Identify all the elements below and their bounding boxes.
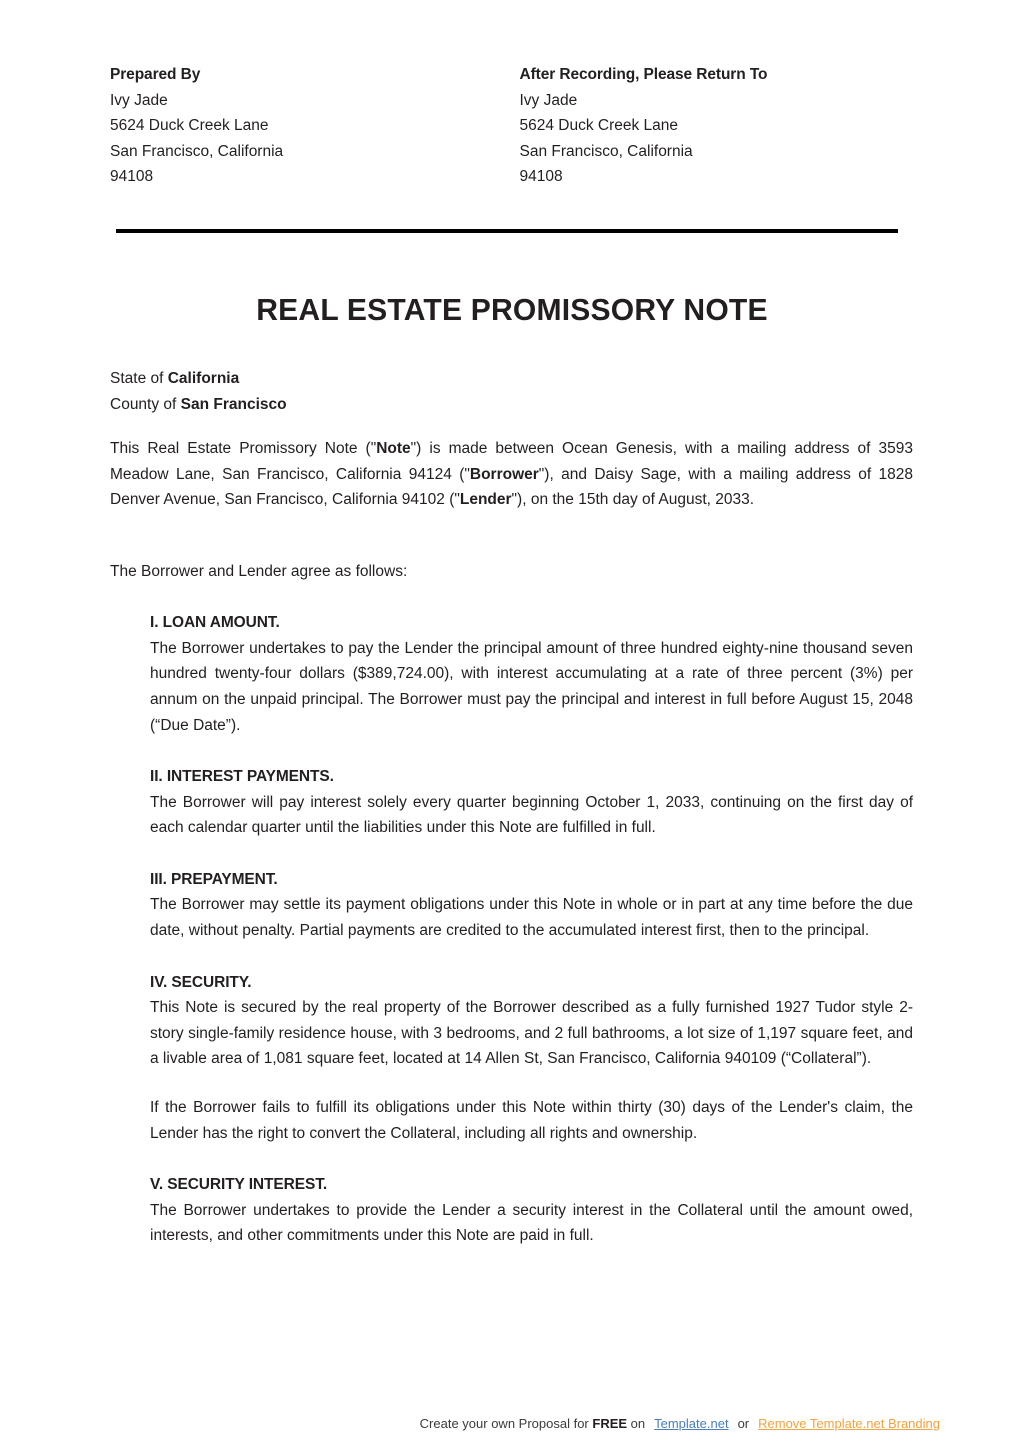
intro-text-2: ") is made between Ocean Genesis, with a mailing address of 3593 Meadow Lane, San Francisco, California 94124 (" xyxy=(110,440,914,483)
header-divider xyxy=(116,229,898,233)
page-title: REAL ESTATE PROMISSORY NOTE xyxy=(256,292,768,327)
section-loan-amount xyxy=(150,610,913,738)
county-line xyxy=(110,392,913,418)
section-paragraph: The Borrower will pay interest solely every quarter beginning October 1, 2033, continuing on the first day of each calendar quarter until the liabilities under this Note are fulfilled in full. xyxy=(150,793,913,837)
return-to-line: 5624 Duck Creek Lane xyxy=(519,117,679,134)
section-heading: III. PREPAYMENT. xyxy=(150,870,278,888)
intro-text-1: This Real Estate Promissory Note (" xyxy=(110,440,377,457)
section-heading: V. SECURITY INTEREST. xyxy=(150,1176,328,1194)
section-prepayment xyxy=(150,867,913,944)
intro-text-3: "), and Daisy Sage, with a mailing address of 1828 Denver Avenue, San Francisco, California 94102 (" xyxy=(110,465,913,509)
return-to-title: After Recording, Please Return To xyxy=(519,66,768,83)
intro-text-4: "), on the 15th day of August, 2033. xyxy=(511,491,755,509)
return-to-line: Ivy Jade xyxy=(519,91,578,109)
document-header xyxy=(110,62,914,190)
state-line xyxy=(110,366,913,392)
document-body xyxy=(110,366,913,1249)
footer-text-or: or xyxy=(737,1416,750,1431)
prepared-by-line: Ivy Jade xyxy=(110,91,168,109)
spacer xyxy=(150,1072,913,1095)
footer-branding xyxy=(0,1415,1024,1433)
state-value: California xyxy=(167,370,240,387)
section-paragraph: If the Borrower fails to fulfill its obligations under this Note within thirty (30) days of the Lender's claim, the Lender has the right to convert the Collateral, including all rights and ownership. xyxy=(150,1098,913,1142)
template-net-link[interactable]: Template.net xyxy=(654,1416,729,1431)
spacer xyxy=(110,513,913,559)
spacer xyxy=(110,1146,913,1172)
prepared-by-line: 94108 xyxy=(110,168,154,185)
section-paragraph: The Borrower undertakes to pay the Lender the principal amount of three hundred eighty-nine thousand seven hundred twenty-four dollars ($389,724.00), with interest accumulating at a rate of three percent (3%) per annum on the unpaid principal. The Borrower must pay the principal and interest in full before August 15, 2048 (“Due Date”). xyxy=(150,639,913,734)
prepared-by-line: San Francisco, California xyxy=(110,142,284,160)
section-paragraph: The Borrower undertakes to provide the Lender a security interest in the Collateral until the amount owed, interests, and other commitments under this Note are paid in full. xyxy=(150,1201,913,1245)
section-interest-payments xyxy=(150,764,913,841)
state-label: State of xyxy=(110,370,168,387)
remove-branding-link[interactable]: Remove Template.net Branding xyxy=(758,1416,940,1431)
footer-text-on: on xyxy=(627,1416,646,1431)
term-borrower: Borrower xyxy=(469,465,539,483)
spacer xyxy=(110,417,913,436)
section-heading: IV. SECURITY. xyxy=(150,973,252,991)
county-label: County of xyxy=(110,395,181,413)
return-to-line: San Francisco, California xyxy=(519,142,693,160)
section-paragraph: The Borrower may settle its payment obligations under this Note in whole or in part at any time before the due date, without penalty. Partial payments are credited to the accumulated interest first, then to the principal. xyxy=(150,896,913,940)
return-to-block xyxy=(505,62,915,190)
term-note: Note xyxy=(376,440,411,457)
intro-paragraph xyxy=(110,436,913,513)
footer-free: FREE xyxy=(592,1416,628,1431)
section-security xyxy=(150,970,913,1146)
return-to-line: 94108 xyxy=(519,168,563,185)
term-lender: Lender xyxy=(459,491,512,509)
section-paragraph: This Note is secured by the real property of the Borrower described as a fully furnished 1927 Tudor style 2-story single-family residence house, with 3 bedrooms, and 2 full bathrooms, a lot size of 1,197 square feet, and a livable area of 1,081 square feet, located at 14 Allen St, San Francisco, California 940109 (“Collateral”). xyxy=(150,999,913,1068)
agreement-line: The Borrower and Lender agree as follows: xyxy=(110,562,408,580)
spacer xyxy=(110,944,913,970)
prepared-by-line: 5624 Duck Creek Lane xyxy=(110,117,269,134)
spacer xyxy=(110,584,913,610)
section-security-interest xyxy=(150,1172,913,1249)
prepared-by-title: Prepared By xyxy=(110,66,201,83)
section-heading: I. LOAN AMOUNT. xyxy=(150,614,280,632)
footer-text-before: Create your own Proposal for xyxy=(419,1416,593,1431)
spacer xyxy=(110,841,913,867)
prepared-by-block xyxy=(110,62,505,190)
county-value: San Francisco xyxy=(180,395,287,413)
section-heading: II. INTEREST PAYMENTS. xyxy=(150,768,334,786)
spacer xyxy=(110,738,913,764)
